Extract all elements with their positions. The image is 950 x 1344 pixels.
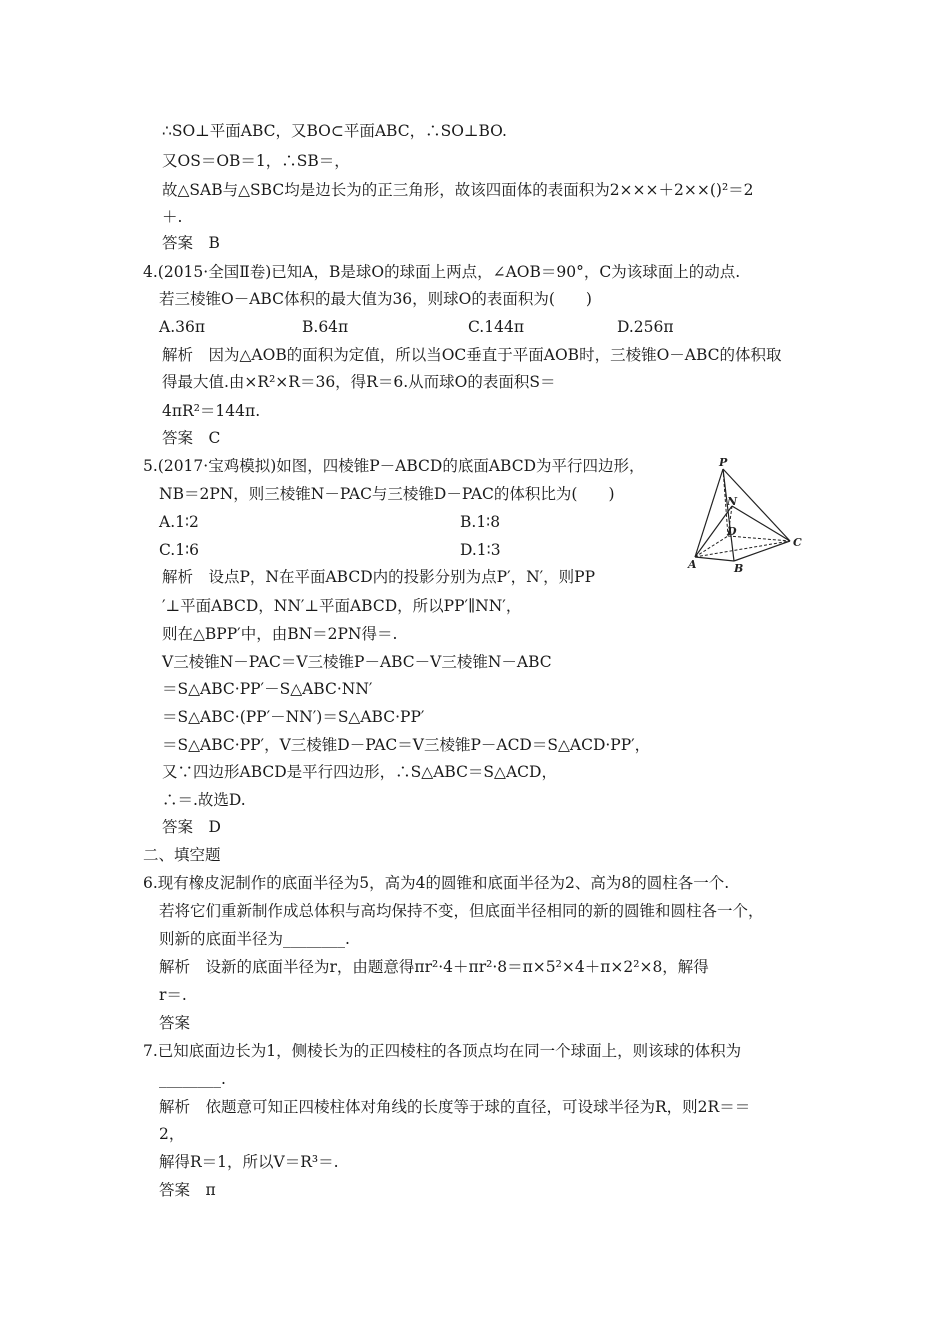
text-line: ＋. (162, 208, 183, 226)
analysis-line: 又∵四边形ABCD是平行四边形，∴S△ABC＝S△ACD， (162, 763, 557, 781)
label-C: C (793, 536, 802, 549)
option-c: C.144π (468, 318, 525, 336)
analysis-line: 解析 设点P，N在平面ABCD内的投影分别为点P′，N′，则PP (162, 568, 596, 586)
text-line: 若将它们重新制作成总体积与高均保持不变，但底面半径相同的新的圆锥和圆柱各一个， (159, 902, 764, 920)
formula-line: ＝S△ABC·(PP′－NN′)＝S△ABC·PP′ (162, 708, 425, 726)
label-P: P (719, 456, 728, 469)
option-d: D.1∶3 (460, 541, 501, 559)
option-d: D.256π (617, 318, 674, 336)
option-a: A.36π (159, 318, 206, 336)
analysis-line: 解析 因为△AOB的面积为定值，所以当OC垂直于平面AOB时，三棱锥O－ABC的体积取 (162, 346, 782, 364)
edge-PB (723, 469, 734, 561)
answer-label: 答案 D (162, 818, 221, 836)
analysis-line: 则在△BPP′中，由BN＝2PN得＝. (162, 625, 398, 643)
label-B: B (734, 562, 744, 574)
edge-NC (732, 506, 790, 541)
answer-label: 答案 B (162, 234, 220, 252)
analysis-line: 解得R＝1，所以V＝R³＝. (159, 1153, 339, 1171)
question-7: 7.已知底面边长为1，侧棱长为的正四棱柱的各顶点均在同一个球面上，则该球的体积为 (143, 1042, 742, 1060)
label-N: N (727, 495, 738, 508)
analysis-line: 4πR²＝144π. (162, 402, 261, 420)
formula-line: ＝S△ABC·PP′－S△ABC·NN′ (162, 680, 373, 698)
text-line: 若三棱锥O－ABC体积的最大值为36，则球O的表面积为( ) (159, 290, 592, 308)
question-6: 6.现有橡皮泥制作的底面半径为5，高为4的圆锥和底面半径为2、高为8的圆柱各一个. (143, 874, 730, 892)
text-line: 故△SAB与△SBC均是边长为的正三角形，故该四面体的表面积为2×××＋2××()²＝2 (162, 181, 754, 199)
analysis-line: 解析 设新的底面半径为r，由题意得πr²·4＋πr²·8＝π×5²×4＋π×2²×8，解得 (159, 958, 709, 976)
option-b: B.1∶8 (460, 513, 501, 531)
answer-label: 答案 C (162, 429, 221, 447)
edge-DC (728, 536, 790, 541)
label-A: A (688, 558, 697, 571)
text-line: NB＝2PN，则三棱锥N－PAC与三棱锥D－PAC的体积比为( ) (159, 485, 615, 503)
edge-BC (734, 541, 790, 561)
edge-PA (695, 469, 723, 557)
edge-AC (695, 541, 790, 557)
formula-line: V三棱锥N－PAC＝V三棱锥P－ABC－V三棱锥N－ABC (162, 653, 552, 671)
option-a: A.1∶2 (159, 513, 199, 531)
option-c: C.1∶6 (159, 541, 199, 559)
analysis-line: 解析 依题意可知正四棱柱体对角线的长度等于球的直径，可设球半径为R，则2R＝＝ (159, 1098, 751, 1116)
label-D: D (727, 525, 737, 538)
analysis-line: 得最大值.由×R²×R＝36，得R＝6.从而球O的表面积S＝ (162, 373, 556, 391)
analysis-line: ∴＝.故选D. (162, 791, 246, 809)
analysis-line: 2， (159, 1125, 185, 1143)
answer-label: 答案 π (159, 1181, 216, 1199)
text-line: 则新的底面半径为________. (159, 930, 350, 948)
question-4: 4.(2015·全国Ⅱ卷)已知A，B是球O的球面上两点，∠AOB＝90°，C为该球面上的动点. (143, 263, 741, 281)
answer-label: 答案 (159, 1014, 191, 1032)
edge-AB (695, 557, 734, 561)
text-line: ________. (159, 1070, 226, 1088)
text-line: ∴SO⊥平面ABC，又BO⊂平面ABC，∴SO⊥BO. (162, 122, 507, 140)
text-line: 又OS＝OB＝1，∴SB＝， (162, 152, 350, 170)
formula-line: ＝S△ABC·PP′，V三棱锥D－PAC＝V三棱锥P－ACD＝S△ACD·PP′， (162, 736, 651, 754)
analysis-line: r＝. (159, 986, 187, 1004)
analysis-line: ′⊥平面ABCD，NN′⊥平面ABCD，所以PP′∥NN′， (162, 597, 522, 615)
section-heading: 二、填空题 (143, 846, 221, 864)
option-b: B.64π (302, 318, 349, 336)
pyramid-figure (684, 456, 814, 574)
question-5: 5.(2017·宝鸡模拟)如图，四棱锥P－ABCD的底面ABCD为平行四边形， (143, 457, 645, 475)
pyramid-diagram (684, 456, 814, 574)
